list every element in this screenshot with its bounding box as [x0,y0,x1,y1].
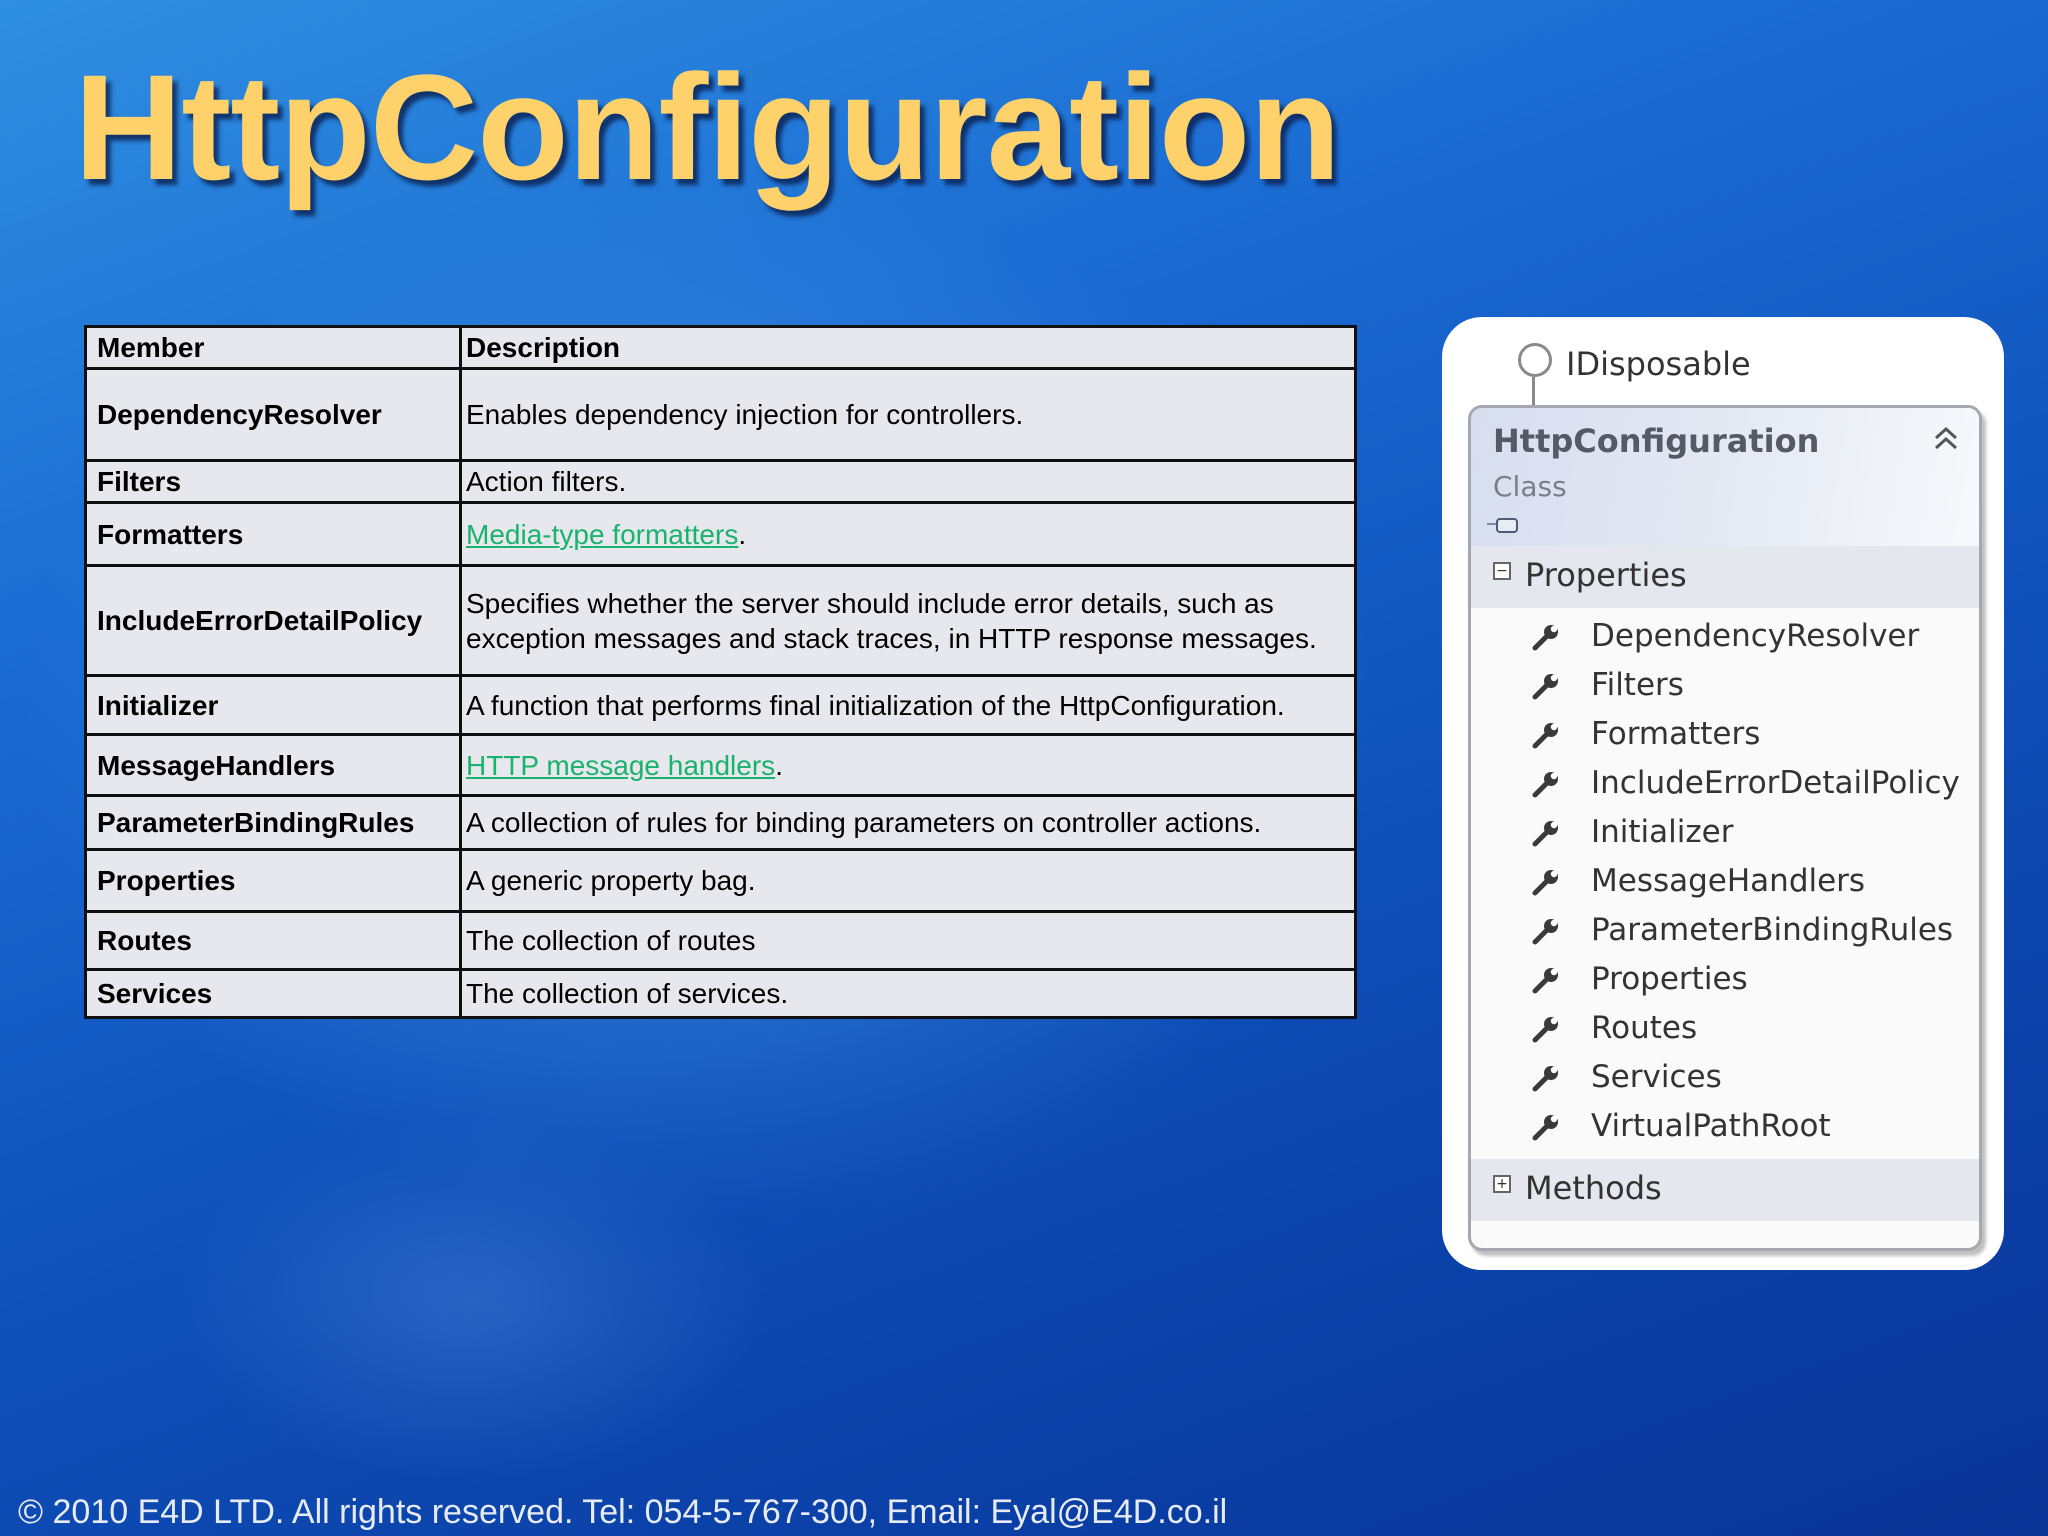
interface-lollipop-icon [1518,343,1552,377]
table-header-row [86,327,1356,369]
property-name: Routes [1591,1010,1698,1046]
class-glyph-icon [1487,516,1521,536]
plus-box-icon[interactable]: + [1493,1175,1511,1193]
interface-label: IDisposable [1566,345,1751,383]
description-cell: The collection of routes [461,912,1356,970]
slide-footer: © 2010 E4D LTD. All rights reserved. Tel: 054-5-767-300, Email: Eyal@E4D.co.il [18,1493,1228,1531]
methods-section-header[interactable] [1471,1159,1979,1221]
property-name: Initializer [1591,814,1734,850]
member-cell: Routes [86,912,461,970]
property-name: Services [1591,1059,1722,1095]
property-item[interactable] [1471,861,1979,910]
property-name: DependencyResolver [1591,618,1920,654]
description-cell: A generic property bag. [461,850,1356,912]
table-row [86,676,1356,735]
description-cell: A function that performs final initialization of the HttpConfiguration. [461,676,1356,735]
member-cell: MessageHandlers [86,735,461,796]
interface-connector [1532,377,1535,407]
property-item[interactable] [1471,1057,1979,1106]
wrench-icon [1531,867,1561,897]
table-row [86,970,1356,1018]
methods-label: Methods [1525,1169,1662,1207]
property-name: IncludeErrorDetailPolicy [1591,765,1960,801]
wrench-icon [1531,1014,1561,1044]
property-item[interactable] [1471,1008,1979,1057]
member-table-body [86,369,1356,1018]
wrench-icon [1531,916,1561,946]
property-name: Filters [1591,667,1684,703]
property-name: ParameterBindingRules [1591,912,1954,948]
table-row [86,850,1356,912]
wrench-icon [1531,769,1561,799]
description-header: Description [461,327,1356,369]
table-row [86,566,1356,676]
property-name: VirtualPathRoot [1591,1108,1831,1144]
property-item[interactable] [1471,910,1979,959]
member-cell: Properties [86,850,461,912]
table-row [86,369,1356,461]
description-cell: Specifies whether the server should include error details, such as exception messages and stack traces, in HTTP response messages. [461,566,1356,676]
wrench-icon [1531,671,1561,701]
table-row [86,735,1356,796]
member-cell: Initializer [86,676,461,735]
property-list [1471,608,1979,1159]
description-link[interactable]: Media-type formatters [466,518,739,550]
description-cell: Action filters. [461,461,1356,503]
member-cell: Formatters [86,503,461,566]
wrench-icon [1531,720,1561,750]
description-cell [461,503,1356,566]
description-suffix: . [775,749,783,781]
member-cell: DependencyResolver [86,369,461,461]
property-name: MessageHandlers [1591,863,1866,899]
property-item[interactable] [1471,763,1979,812]
table-row [86,503,1356,566]
description-cell: Enables dependency injection for controllers. [461,369,1356,461]
class-kind: Class [1493,470,1567,503]
property-name: Formatters [1591,716,1761,752]
property-item[interactable] [1471,1106,1979,1155]
property-name: Properties [1591,961,1748,997]
properties-label: Properties [1525,556,1687,594]
wrench-icon [1531,818,1561,848]
wrench-icon [1531,1063,1561,1093]
member-cell: IncludeErrorDetailPolicy [86,566,461,676]
slide-title: HttpConfiguration [74,43,1340,211]
wrench-icon [1531,1112,1561,1142]
property-item[interactable] [1471,714,1979,763]
property-item[interactable] [1471,665,1979,714]
class-header [1471,408,1979,546]
class-diagram [1442,317,2004,1270]
member-table [84,325,1357,1019]
description-cell [461,735,1356,796]
property-item[interactable] [1471,616,1979,665]
description-link[interactable]: HTTP message handlers [466,749,776,781]
member-cell: Services [86,970,461,1018]
member-cell: ParameterBindingRules [86,796,461,850]
property-item[interactable] [1471,812,1979,861]
member-cell: Filters [86,461,461,503]
wrench-icon [1531,622,1561,652]
properties-section-header[interactable] [1471,546,1979,608]
property-item[interactable] [1471,959,1979,1008]
table-row [86,461,1356,503]
class-name: HttpConfiguration [1493,422,1820,460]
class-shape[interactable] [1468,405,1982,1251]
description-suffix: . [738,518,747,550]
description-cell: A collection of rules for binding parameters on controller actions. [461,796,1356,850]
table-row [86,912,1356,970]
wrench-icon [1531,965,1561,995]
table-row [86,796,1356,850]
minus-box-icon[interactable]: − [1493,562,1511,580]
description-cell: The collection of services. [461,970,1356,1018]
member-header: Member [86,327,461,369]
collapse-chevron-icon[interactable] [1931,424,1961,454]
